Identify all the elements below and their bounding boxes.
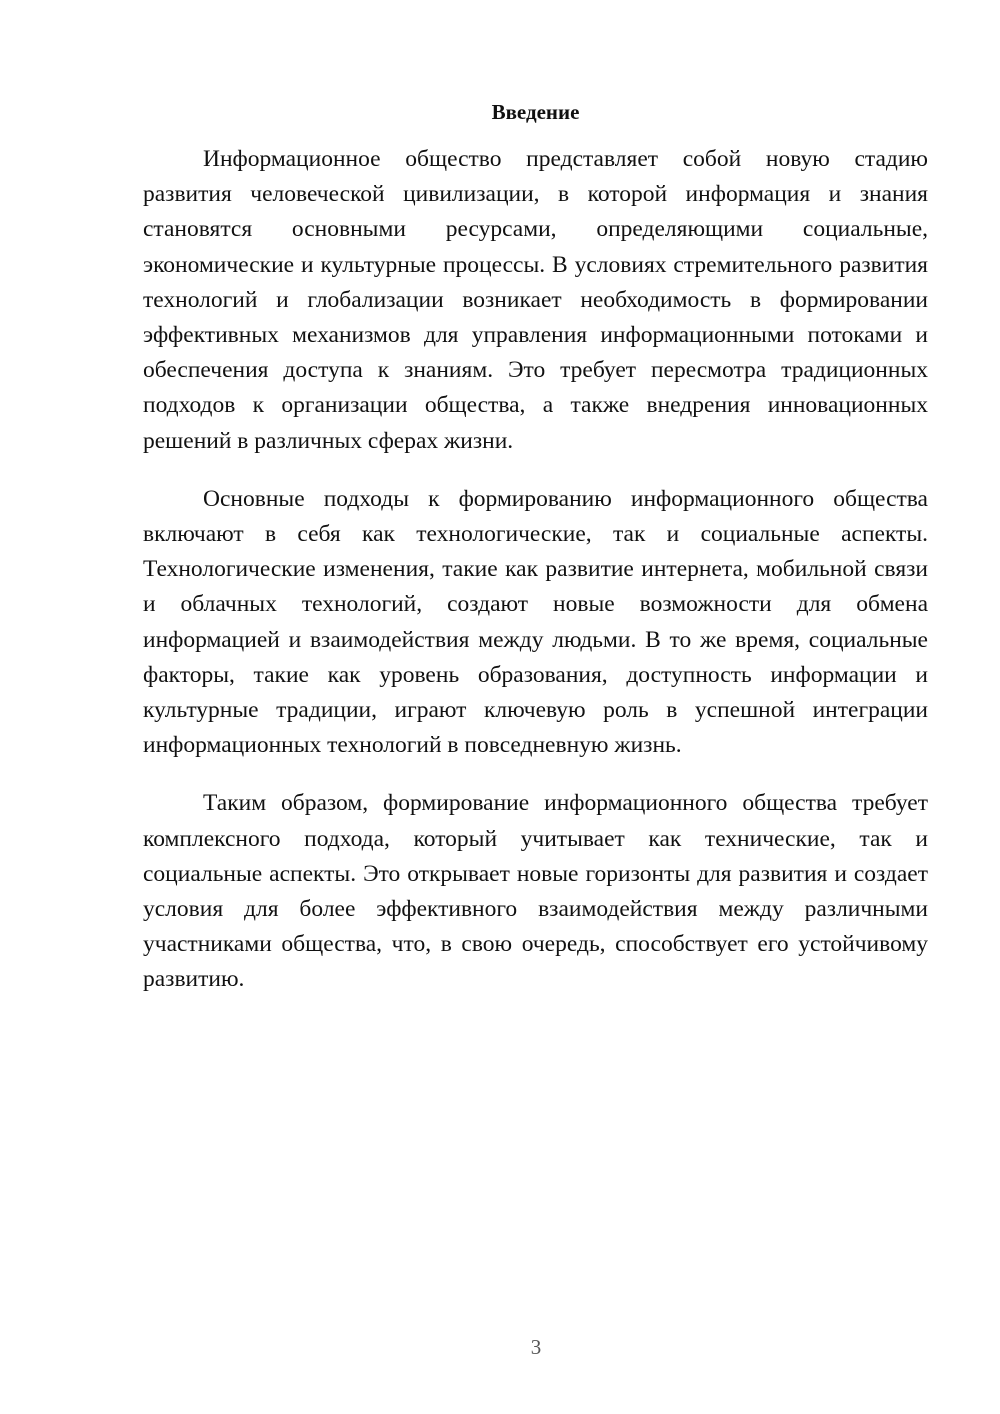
paragraph-2: Основные подходы к формированию информационного общества включают в себя как технологические, так и социальные аспекты. Технологические изменения, такие как развитие интернета, мобильной связи и облачных технологий, создают новые возможности для обмена информацией и взаимодействия между людьми. В то же время, социальные факторы, такие как уровень образования, доступность информации и культурные традиции, играют ключевую роль в успешной интеграции информационных технологий в повседневную жизнь.	[143, 485, 928, 759]
page-number: 3	[530, 1335, 542, 1359]
section-heading: Введение	[491, 100, 580, 124]
body-text	[143, 142, 928, 1021]
paragraph-3: Таким образом, формирование информационного общества требует комплексного подхода, который учитывает как технические, так и социальные аспекты. Это открывает новые горизонты для развития и создает условия для более эффективного взаимодействия между различными участниками общества, что, в свою очередь, способствует его устойчивому развитию.	[143, 790, 928, 993]
paragraph-1: Информационное общество представляет собой новую стадию развития человеческой цивилизации, в которой информация и знания становятся основными ресурсами, определяющими социальные, экономические и культурные процессы. В условиях стремительного развития технологий и глобализации возникает необходимость в формировании эффективных механизмов для управления информационными потоками и обеспечения доступа к знаниям. Это требует пересмотра традиционных подходов к организации общества, а также внедрения инновационных решений в различных сферах жизни.	[143, 146, 928, 454]
